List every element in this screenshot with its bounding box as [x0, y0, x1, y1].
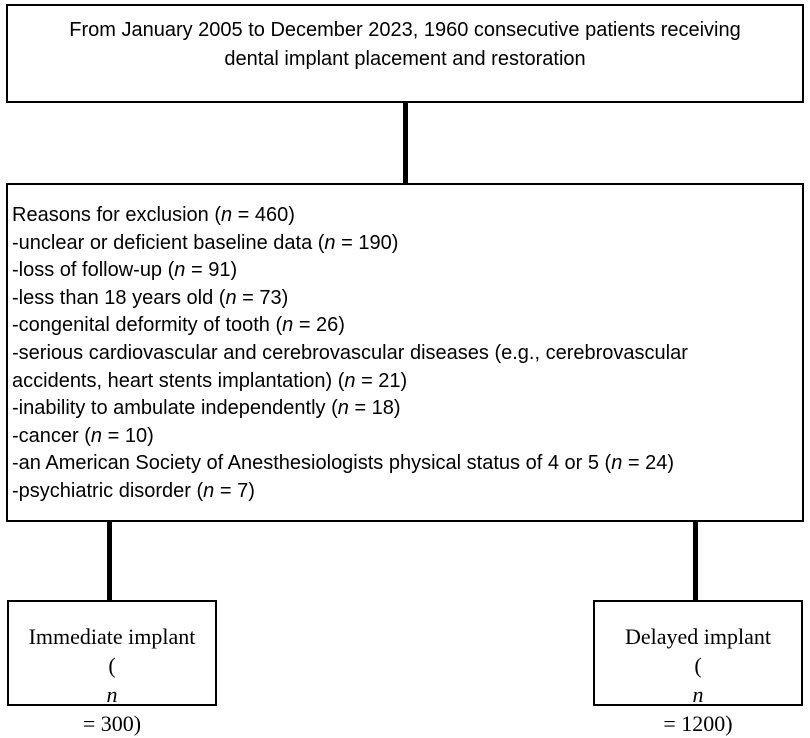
exclusion-item: -psychiatric disorder (n = 7)	[12, 479, 255, 502]
delayed-implant-count: ( n = 1200)	[663, 653, 733, 736]
exclusion-item: -an American Society of Anesthesiologists physical status of 4 or 5 (n = 24)	[12, 452, 675, 475]
exclusion-item: -inability to ambulate independently (n = 18)	[12, 397, 401, 420]
delayed-implant-title: Delayed implant	[624, 624, 771, 649]
exclusion-item: -cancer (n = 10)	[12, 424, 154, 447]
delayed-implant-box	[593, 600, 803, 736]
exclusion-item: -less than 18 years old (n = 73)	[12, 286, 289, 309]
exclusion-box	[6, 183, 804, 522]
connector-enrollment-to-exclusion	[403, 102, 408, 184]
immediate-implant-count: ( n = 300)	[82, 653, 142, 736]
exclusion-item: -congenital deformity of tooth (n = 26)	[12, 314, 345, 337]
exclusion-item: -unclear or deficient baseline data (n = 190)	[12, 231, 399, 254]
enrollment-line-1: From January 2005 to December 2023, 1960 consecutive patients receiving	[69, 19, 741, 41]
exclusion-item: -serious cardiovascular and cerebrovascular diseases (e.g., cerebrovascular	[12, 341, 688, 364]
exclusion-header: Reasons for exclusion (n = 460)	[12, 204, 295, 226]
exclusion-item: accidents, heart stents implantation) (n = 21)	[12, 369, 408, 392]
immediate-implant-box	[7, 600, 217, 736]
connector-to-immediate	[107, 521, 112, 601]
exclusion-item: -loss of follow-up (n = 91)	[12, 259, 238, 282]
enrollment-line-2: dental implant placement and restoration	[224, 48, 586, 70]
enrollment-box	[6, 4, 804, 103]
connector-to-delayed	[693, 521, 698, 601]
immediate-implant-title: Immediate implant	[28, 624, 196, 649]
